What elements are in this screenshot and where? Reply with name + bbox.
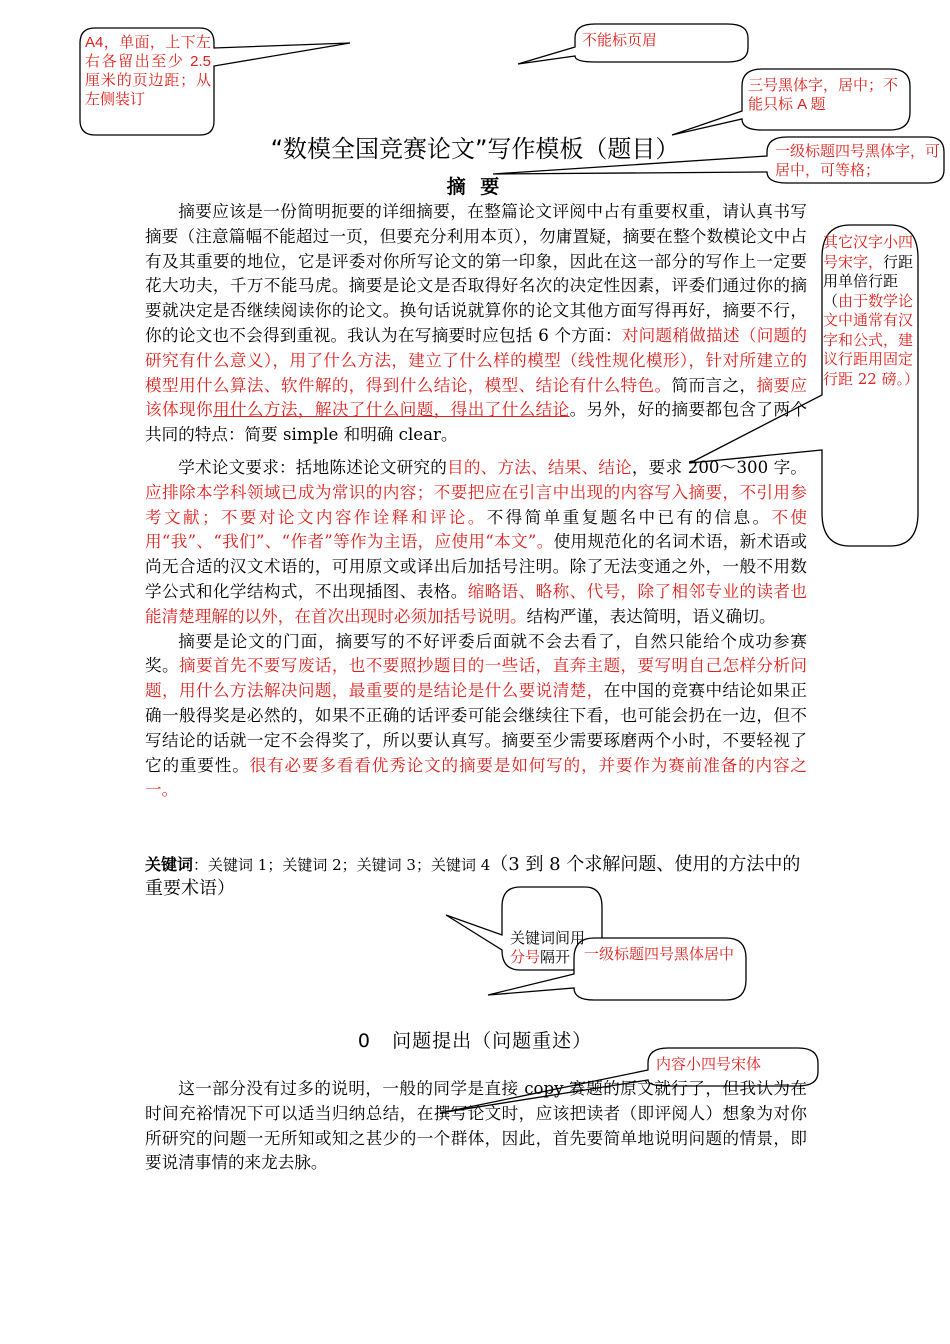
callout-content-font-text: 内容小四号宋体	[656, 1055, 762, 1073]
callout-body-font-b: 行距用单倍行距（	[823, 252, 914, 310]
p1-text-3: 简而言之，	[671, 375, 757, 395]
p2-text-8: 缩略语、略称、代号，除了相邻专业的读者也能清楚理解的以外，在首次出现时必须加括号说明。	[145, 581, 807, 626]
abstract-paragraph-3	[145, 630, 807, 804]
p2-text-5: 不得简单重复题名中已有的信息。	[486, 507, 772, 527]
p1-text-1: 摘要应该是一份简明扼要的详细摘要，在整篇论文评阅中占有重要权重，请认真书写摘要（注意篇幅不能超过一页，但要充分利用本页），勿庸置疑，摘要在整个数模论文中占有及其重要的地位，它是评委对你所写论文的第一印象，因此在这一部分的写作上一定要花大功夫，千万不能马虎。摘要是论文是否取得好名次的决定性因素，评委们通过你的摘要就决定是否继续阅读你的论文。换句话说就算你的论文其他方面写得再好，摘要不行，你的论文也不会得到重视。我认为在写摘要时应包括 6 个方面：	[145, 202, 807, 345]
p1-text-6: 。另外，好的摘要都包含了两个共同的特点：简要 simple 和明确 clear。	[145, 400, 807, 445]
callout-body-font-a: 其它汉字小四号宋字，	[823, 233, 914, 271]
p2-text-9: 结构严谨，表达简明，语义确切。	[526, 606, 776, 626]
p2-text-2: 目的、方法、结果、结论	[447, 457, 632, 477]
abstract-paragraph-2	[145, 456, 807, 630]
callout-no-header-text: 不能标页眉	[582, 32, 658, 49]
paper-title: “数模全国竞赛论文”写作模板（题目）	[270, 135, 680, 163]
callout-keyword-sep-c: 隔开	[540, 948, 571, 966]
p3-text-3: 在中国的竞赛中结论如果正确一般得奖是必然的，如果不正确的话评委可能会继续往下看，也可能会扔在一边，但不写结论的话就一定不会得奖了，所以要认真写。摘要至少需要琢磨两个小时，不要轻视了它的重要性。	[145, 681, 807, 775]
p1-text-5: 用什么方法，解决了什么问题，得出了什么结论	[212, 400, 570, 420]
p3-text-2: 摘要首先不要写废话，也不要照抄题目的一些话，直奔主题，要写明自己怎样分析问题，用什么方法解决问题，最重要的是结论是什么要说清楚，	[145, 656, 807, 701]
keywords-list: 关键词 1；关键词 2；关键词 3；关键词 4	[208, 856, 491, 874]
callout-heading1b-text: 一级标题四号黑体居中	[583, 945, 734, 963]
section-paragraph: 这一部分没有过多的说明，一般的同学是直接 copy 赛题的原文就行了，但我认为在时间充裕情况下可以适当归纳总结，在撰写论文时，应该把读者（即评阅人）想象为对你所研究的问题一无所知或知之甚少的一个群体，因此，首先要简单地说明问题的情景，即要说清事情的来龙去脉。	[145, 1079, 807, 1173]
p2-text-3: ，要求 200～300 字。	[631, 457, 808, 477]
abstract-heading: 摘 要	[446, 176, 504, 198]
p3-text-4: 很有必要多看看优秀论文的摘要是如何写的，并要作为赛前准备的内容之一。	[145, 755, 808, 800]
p1-text-2: 对问题稍做描述（问题的研究有什么意义），用了什么方法，建立了什么样的模型（线性规化模形），针对所建立的模型用什么算法、软件解的，得到什么结论，模型、结论有什么特色。	[145, 325, 808, 395]
callout-heading1-text: 一级标题四号黑体字，可居中，可等格；	[775, 142, 941, 179]
callout-a4-text: A4，单面，上下左右各留出至少 2.5 厘米的页边距；从左侧装订	[85, 34, 211, 108]
p1-text-4: 摘要应该体现你	[145, 375, 807, 420]
section-body	[145, 1077, 807, 1176]
callout-body-font-text	[823, 233, 920, 389]
section-number: 0	[357, 1030, 371, 1052]
p2-text-1: 学术论文要求：括地陈述论文研究的	[178, 457, 448, 477]
abstract-body	[145, 200, 807, 803]
p3-text-1: 摘要是论文的门面，摘要写的不好评委后面就不会去看了，自然只能给个成功参赛奖。	[145, 631, 807, 676]
callout-body-font-c: 由于数学论文中通常有汉字和公式，建议行距用固定行距 22 磅。）	[823, 291, 920, 388]
p2-text-4: 应排除本学科领域已成为常识的内容；不要把应在引言中出现的内容写入摘要，不引用参考文献；不要对论文内容作诠释和评论。	[145, 482, 807, 527]
p2-text-6: 不使用“我”、“我们”、“作者”等作为主语，应使用“本文”。	[145, 507, 808, 552]
section-heading	[150, 1026, 800, 1053]
callout-title-font-text: 三号黑体字，居中；不能只标 A 题	[748, 77, 899, 113]
keywords-label: 关键词	[145, 855, 194, 874]
keywords-note: （3 到 8 个求解问题、使用的方法中的重要术语）	[145, 854, 801, 899]
callout-keyword-sep-b: 分号	[510, 948, 541, 966]
callout-keyword-sep-a: 关键词间用	[510, 929, 586, 947]
keywords-colon: ：	[193, 856, 209, 874]
keywords-line	[145, 853, 810, 901]
p2-text-7: 使用规范化的名词术语，新术语或尚无合适的汉文术语的，可用原文或译出后加括号注明。除了无法变通之外，一般不用数学公式和化学结构式，不出现插图、表格。	[145, 532, 807, 601]
section-title: 问题提出（问题重述）	[392, 1030, 593, 1052]
abstract-paragraph-1	[145, 200, 807, 448]
